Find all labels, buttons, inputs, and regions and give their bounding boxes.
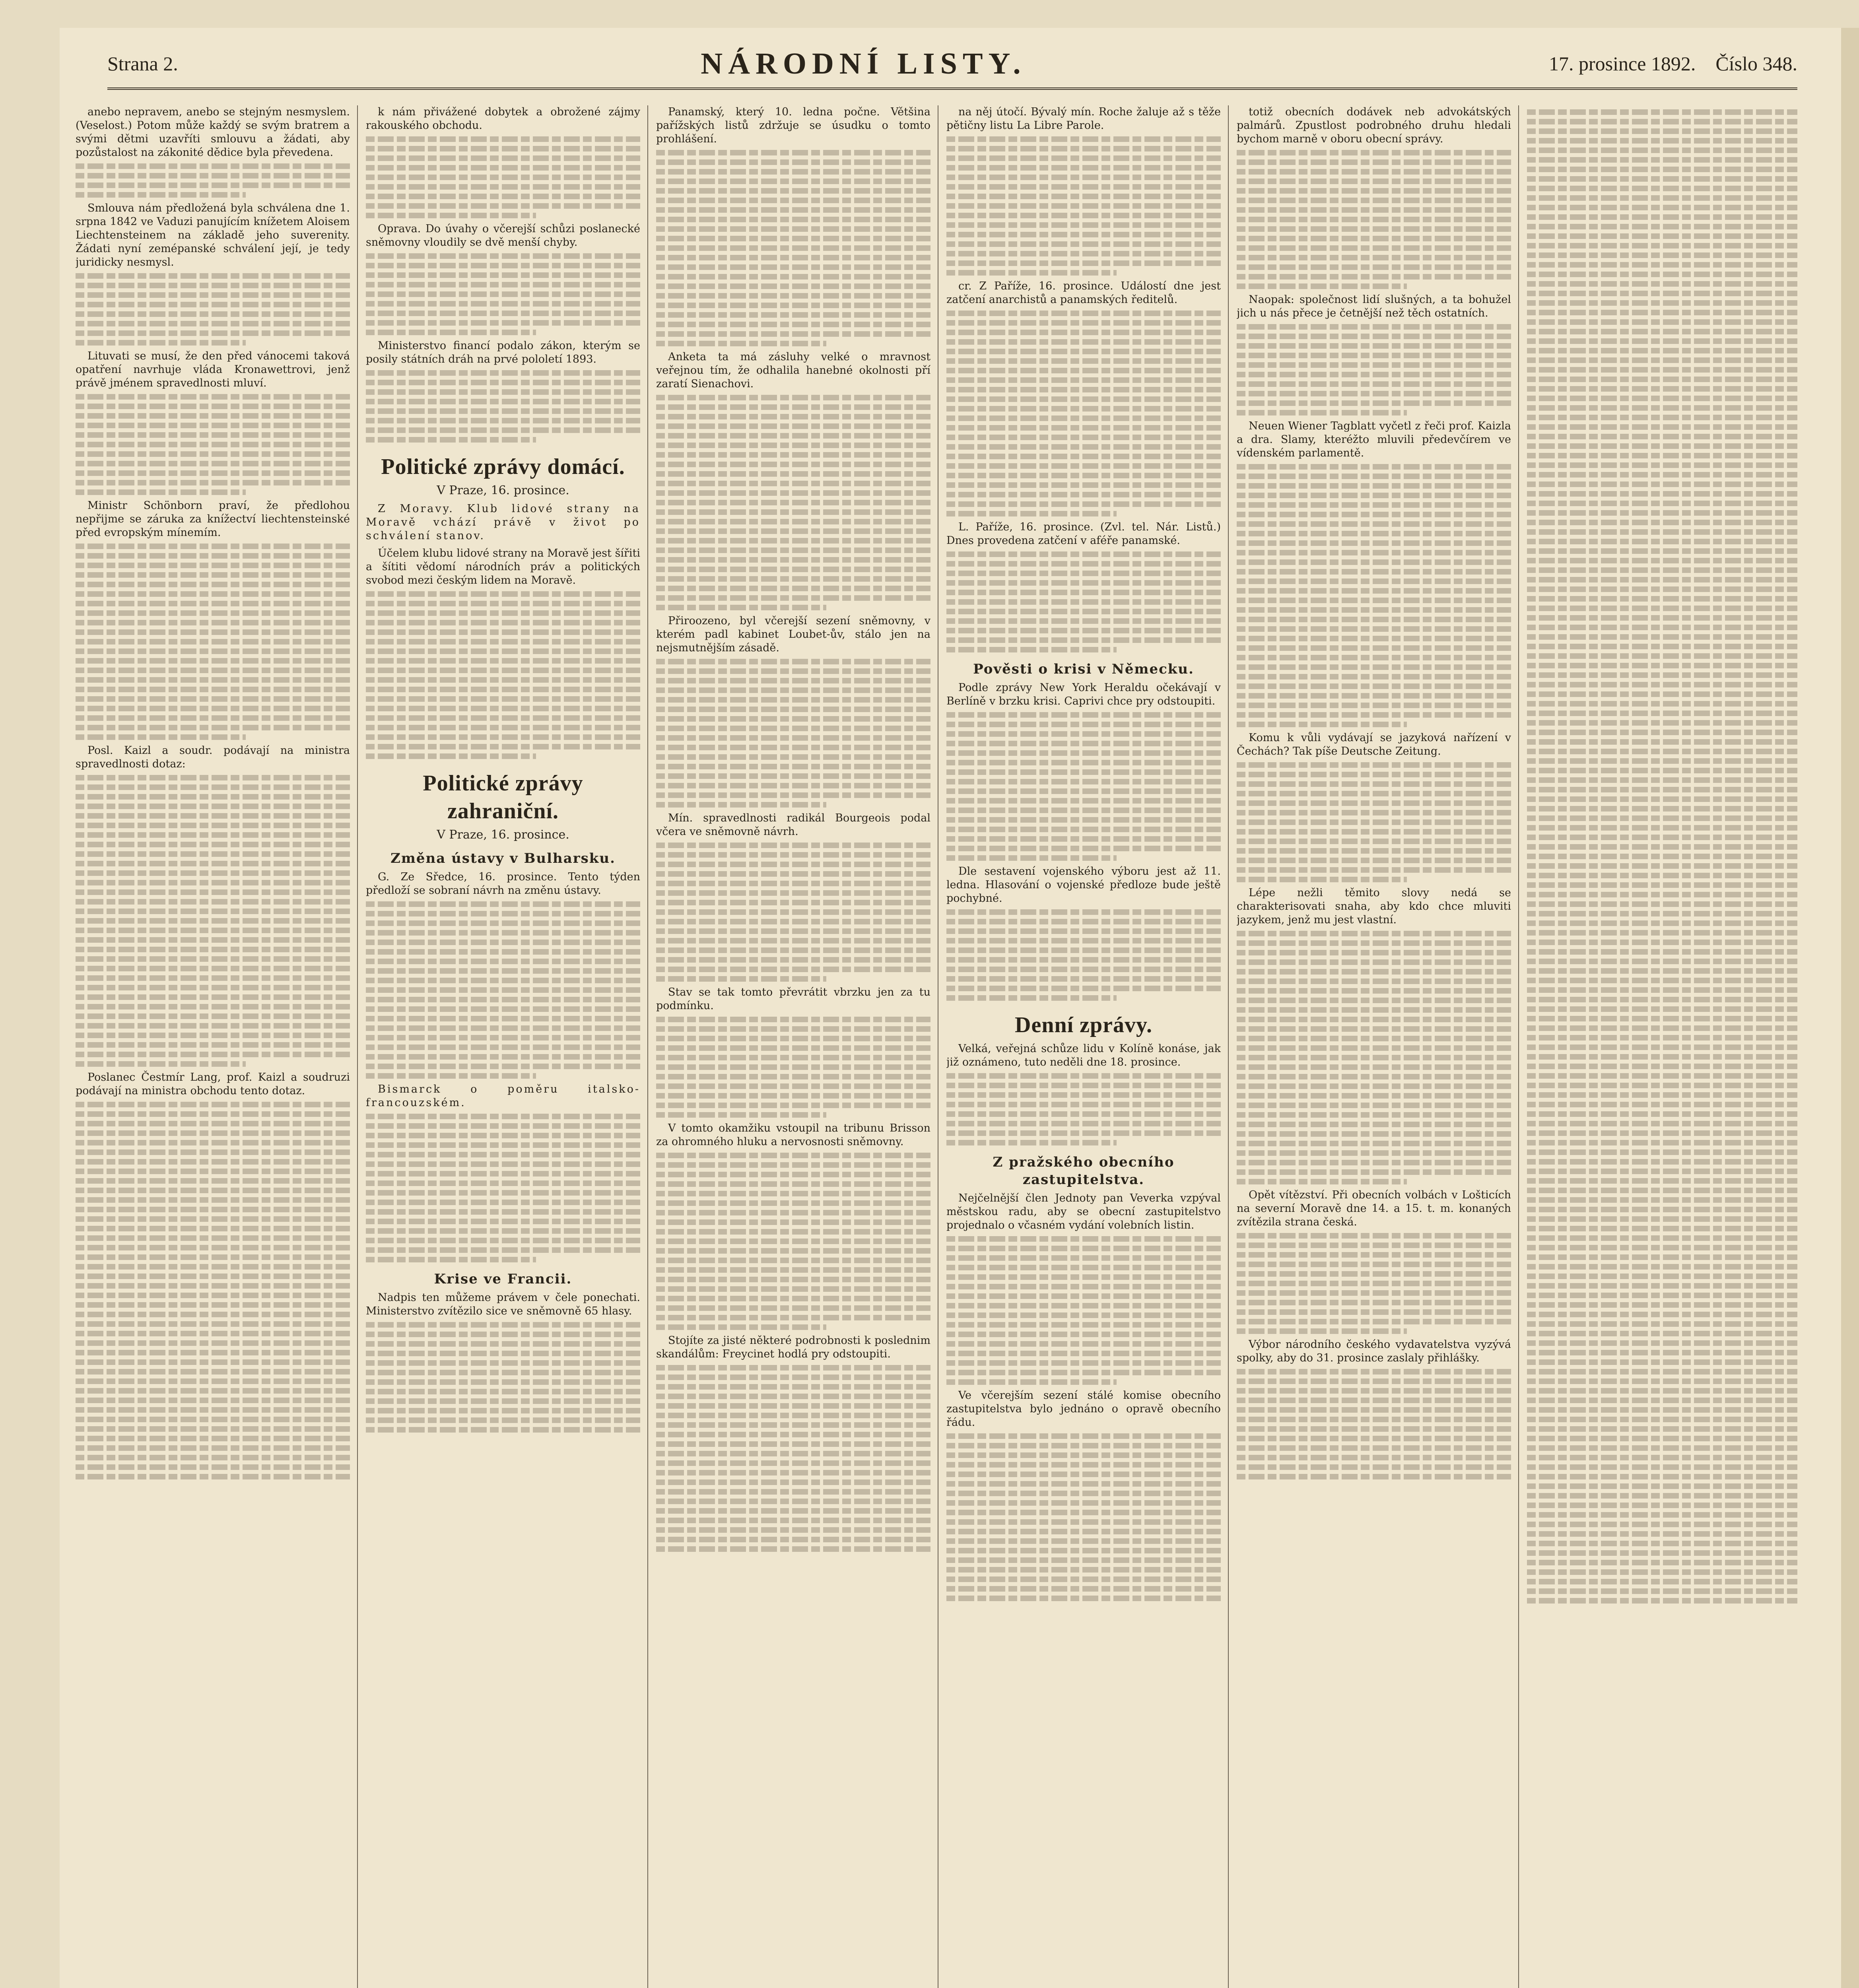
article-paragraph: cr. Z Paříže, 16. prosince. Událostí dne jest zatčení anarchistů a panamských ředitelů. bbox=[946, 280, 1221, 306]
text-lines bbox=[1237, 464, 1511, 727]
column-rule bbox=[1518, 105, 1519, 1988]
dateline: V Praze, 16. prosince. bbox=[437, 828, 569, 842]
text-lines bbox=[76, 1102, 350, 1479]
article-paragraph: Nejčelnější člen Jednoty pan Veverka vzpýval městskou radu, aby se obecní zastupitelstvo projednalo o včasném vydání volebních listin. bbox=[946, 1192, 1221, 1231]
column-1 bbox=[76, 105, 350, 1988]
article-paragraph: Přiroozeno, byl včerejší sezení sněmovny, v kterém padl kabinet Loubet-ův, stálo jen na nejsmutnějším zásadě. bbox=[656, 615, 930, 654]
text-lines bbox=[656, 1365, 930, 1552]
text-lines bbox=[366, 370, 640, 443]
masthead bbox=[107, 40, 1797, 90]
text-lines bbox=[656, 843, 930, 982]
article-paragraph: L. Paříže, 16. prosince. (Zvl. tel. Nár. Listů.) Dnes provedena zatčení v aféře panamské. bbox=[946, 521, 1221, 547]
section-heading-foreign: Politické zprávy zahraniční. bbox=[423, 771, 583, 823]
page-edge-strip bbox=[1841, 28, 1859, 1988]
article-paragraph: Nadpis ten můžeme právem v čele ponechati. Ministerstvo zvítězilo sice ve sněmovně 65 hlasy. bbox=[366, 1291, 640, 1317]
text-lines bbox=[946, 136, 1221, 276]
article-paragraph: anebo nepravem, anebo se stejným nesmyslem. (Veselost.) Potom může každý se svým bratrem a svými dětmi uzavříti smlouvu a žádati, aby pozůstalost na zákonité dědice byla převedena. bbox=[76, 106, 350, 159]
text-lines bbox=[656, 1153, 930, 1330]
issue-date: 17. prosince 1892. bbox=[1549, 52, 1696, 75]
issue-date-number bbox=[1549, 52, 1797, 75]
article-paragraph: totiž obecních dodávek neb advokátských palmárů. Zpustlost podrobného druhu hledali bychom marně v oboru obecní správy. bbox=[1237, 106, 1511, 145]
article-subheading: Pověsti o krisi v Německu. bbox=[973, 661, 1194, 677]
column-6 bbox=[1527, 105, 1797, 1988]
text-lines bbox=[76, 163, 350, 198]
article-paragraph: Ministerstvo financí podalo zákon, kterým se posily státních dráh na prvé pololetí 1893. bbox=[366, 340, 640, 365]
article-paragraph: Ministr Schönborn praví, že předlohou nepřijme se záruka za knížectví liechtensteinské před evropským mínemím. bbox=[76, 499, 350, 539]
article-paragraph: Neuen Wiener Tagblatt vyčetl z řeči prof. Kaizla a dra. Slamy, kteréžto mluvili předevčírem ve vídenském parlamentě. bbox=[1237, 420, 1511, 459]
article-paragraph: Podle zprávy New York Heraldu očekávají v Berlíně v brzku krisi. Caprivi chce pry odstoupiti. bbox=[946, 681, 1221, 707]
text-lines bbox=[366, 591, 640, 759]
text-lines bbox=[76, 544, 350, 740]
newspaper-title: NÁRODNÍ LISTY. bbox=[701, 47, 1026, 80]
column-2 bbox=[366, 105, 640, 1988]
article-paragraph: Z Moravy. Klub lidové strany na Moravě vchází právě v život po schválení stanov. bbox=[366, 503, 640, 542]
article-paragraph: Lituvati se musí, že den před vánocemi taková opatření navrhuje vláda Kronawettrovi, jenž právě jménem spravedlnosti mluví. bbox=[76, 350, 350, 389]
text-lines bbox=[76, 273, 350, 346]
text-lines bbox=[656, 1017, 930, 1118]
text-lines bbox=[656, 395, 930, 610]
text-lines bbox=[366, 1114, 640, 1262]
article-paragraph: Posl. Kaizl a soudr. podávají na ministra spravedlnosti dotaz: bbox=[76, 744, 350, 770]
text-lines bbox=[1237, 762, 1511, 882]
text-lines bbox=[656, 150, 930, 346]
article-paragraph: Naopak: společnost lidí slušných, a ta bohužel jich u nás přece je četnější než těch ostatních. bbox=[1237, 293, 1511, 319]
article-paragraph: Stojíte za jisté některé podrobnosti k poslednim skandálům: Freycinet hodlá pry odstoupiti. bbox=[656, 1334, 930, 1360]
article-paragraph: Poslanec Čestmír Lang, prof. Kaizl a soudruzi podávají na ministra obchodu tento dotaz. bbox=[76, 1071, 350, 1097]
text-lines bbox=[1237, 1233, 1511, 1334]
text-lines bbox=[1237, 1369, 1511, 1479]
article-subheading: Krise ve Francii. bbox=[434, 1271, 572, 1287]
column-rule bbox=[357, 105, 358, 1988]
article-paragraph: Oprava. Do úvahy o včerejší schůzi poslanecké sněmovny vloudily se dvě menší chyby. bbox=[366, 223, 640, 248]
text-lines bbox=[76, 775, 350, 1067]
article-paragraph: Účelem klubu lidové strany na Moravě jest šířiti a šítiti vědomí národních práv a politických svobod mezi českým lidem na Moravě. bbox=[366, 547, 640, 586]
text-lines bbox=[366, 136, 640, 218]
article-paragraph: Opět vítězství. Při obecních volbách v Lošticích na severní Moravě dne 14. a 15. t. m. konaných zvítězila strana česká. bbox=[1237, 1189, 1511, 1228]
article-paragraph: Panamský, který 10. ledna počne. Většina pařížských listů zdržuje se úsudku o tomto prohlášení. bbox=[656, 106, 930, 145]
article-paragraph: Bismarck o poměru italsko-francouzském. bbox=[366, 1083, 640, 1109]
page-number: Strana 2. bbox=[107, 52, 178, 75]
issue-number: Číslo 348. bbox=[1715, 52, 1797, 75]
text-lines bbox=[946, 551, 1221, 652]
article-paragraph: Smlouva nám předložená byla schválena dne 1. srpna 1842 ve Vaduzi panujícím knížetem Aloisem Liechtensteinem na základě jeho suverenity. Žádati nyní zemépanské schválení její, je tedy juridicky nesmysl. bbox=[76, 202, 350, 268]
text-lines bbox=[946, 909, 1221, 1001]
article-paragraph: Dle sestavení vojenského výboru jest až 11. ledna. Hlasování o vojenské předloze bude ještě pochybné. bbox=[946, 865, 1221, 905]
text-lines bbox=[946, 1433, 1221, 1601]
article-paragraph: Anketa ta má zásluhy velké o mravnost veřejnou tím, že odhalila hanebné okolnosti pří zaratí Sienachovi. bbox=[656, 351, 930, 390]
text-lines bbox=[946, 712, 1221, 861]
article-paragraph: Lépe nežli těmito slovy nedá se charakterisovati snaha, aby kdo chce mluviti jazykem, jenž mu jest vlastní. bbox=[1237, 887, 1511, 926]
text-lines bbox=[1237, 931, 1511, 1184]
column-5 bbox=[1237, 105, 1511, 1988]
newspaper-page bbox=[60, 28, 1847, 1988]
article-paragraph: Výbor národního českého vydavatelstva vyzývá spolky, aby do 31. prosince zaslaly přihlášky. bbox=[1237, 1338, 1511, 1364]
text-lines bbox=[656, 659, 930, 808]
column-3 bbox=[656, 105, 930, 1988]
text-lines bbox=[366, 1322, 640, 1433]
text-lines bbox=[946, 1073, 1221, 1145]
section-heading-domestic: Politické zprávy domácí. bbox=[381, 454, 625, 479]
text-lines bbox=[76, 394, 350, 495]
text-lines bbox=[1237, 150, 1511, 289]
article-paragraph: Velká, veřejná schůze lidu v Kolíně konáse, jak již oznámeno, tuto neděli dne 18. prosince. bbox=[946, 1043, 1221, 1068]
article-subheading: Z pražského obecního zastupitelstva. bbox=[993, 1154, 1175, 1188]
article-paragraph: Komu k vůli vydávají se jazyková nařízení v Čechách? Tak píše Deutsche Zeitung. bbox=[1237, 732, 1511, 757]
article-paragraph: Stav se tak tomto převrátit vbrzku jen za tu podmínku. bbox=[656, 986, 930, 1012]
text-lines bbox=[1527, 109, 1797, 1604]
article-paragraph: G. Ze Sředce, 16. prosince. Tento týden předloží se sobraní návrh na změnu ústavy. bbox=[366, 871, 640, 897]
text-lines bbox=[1237, 324, 1511, 415]
section-heading-daily: Denní zprávy. bbox=[1015, 1013, 1152, 1037]
article-paragraph: na něj útočí. Bývalý mín. Roche žaluje až s těže pětičny listu La Libre Parole. bbox=[946, 106, 1221, 132]
article-paragraph: Mín. spravedlnosti radikál Bourgeois podal včera ve sněmovně návrh. bbox=[656, 812, 930, 838]
text-lines bbox=[946, 311, 1221, 516]
column-rule bbox=[1228, 105, 1229, 1988]
dateline: V Praze, 16. prosince. bbox=[437, 483, 569, 497]
text-lines bbox=[366, 901, 640, 1079]
article-paragraph: V tomto okamžiku vstoupil na tribunu Brisson za ohromného hluku a nervosnosti sněmovny. bbox=[656, 1122, 930, 1148]
article-paragraph: k nám přivážené dobytek a obrožené zájmy rakouského obchodu. bbox=[366, 106, 640, 132]
text-lines bbox=[946, 1236, 1221, 1385]
column-4 bbox=[946, 105, 1221, 1988]
article-paragraph: Ve včerejším sezení stálé komise obecního zastupitelstva bylo jednáno o opravě obecního řádu. bbox=[946, 1389, 1221, 1429]
column-rule bbox=[647, 105, 648, 1988]
article-subheading: Změna ústavy v Bulharsku. bbox=[390, 850, 616, 866]
text-lines bbox=[366, 253, 640, 335]
